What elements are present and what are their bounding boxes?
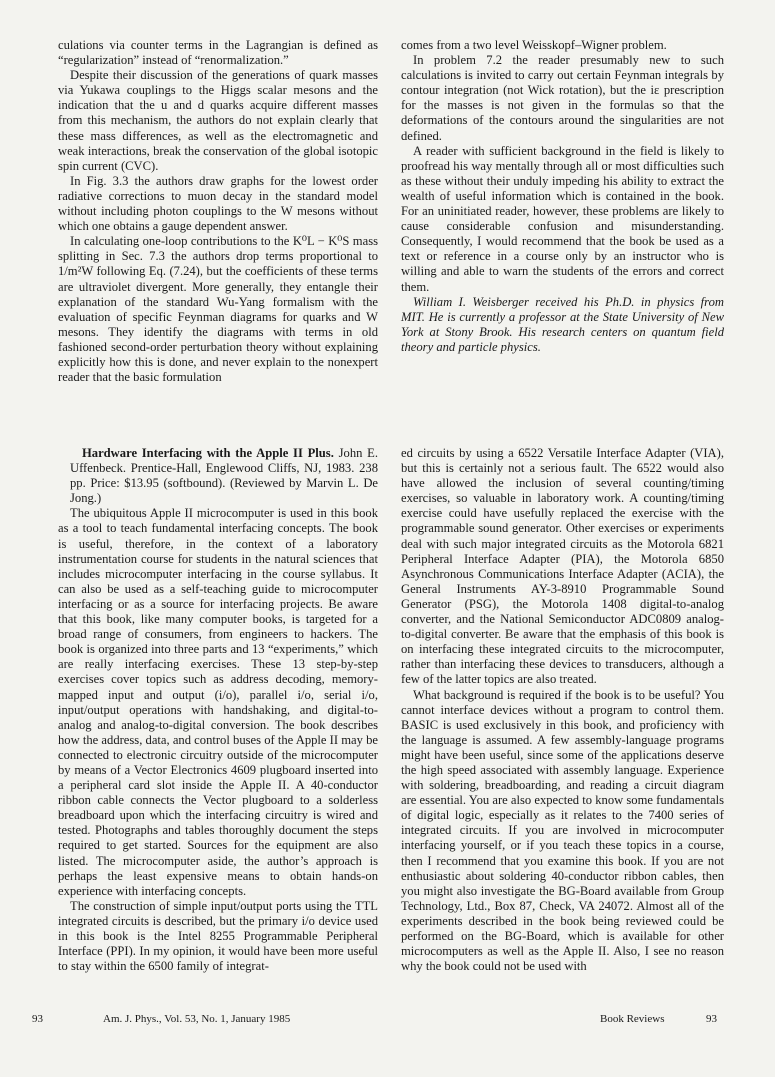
book-title: Hardware Interfacing with the Apple II Plus. — [82, 446, 334, 460]
review2-right-column — [401, 446, 724, 974]
paragraph: culations via counter terms in the Lagrangian is defined as “regularization” instead of “renormalization.” — [58, 38, 378, 68]
page-number-left: 93 — [32, 1013, 43, 1025]
journal-citation: Am. J. Phys., Vol. 53, No. 1, January 1985 — [103, 1013, 291, 1025]
paragraph: A reader with sufficient background in the field is likely to proofread his way mentally through all or most difficulties such as these without their unduly impeding his ability to extract the wealth of useful information which is contained in the book. For an uninitiated reader, however, these problems are likely to cause considerable confusion and misunderstanding. Consequently, I would recommend that the book be used as a text or reference in a course only by an instructor who is willing and able to warn the students of the errors and correct them. — [401, 143, 724, 294]
paragraph: The ubiquitous Apple II microcomputer is used in this book as a tool to teach fundamental interfacing concepts. The book is useful, therefore, in the context of a laboratory instrumentation course for students in the natural sciences that includes microcomputer interfacing in the course syllabus. It can also be used as a self-teaching guide to microcomputer interfacing or as a source for interfacing projects. Be aware that this book, like many computer books, is targeted for a broad range of consumers, from engineers to hackers. The book is organized into three parts and 13 “experiments,” which are really interfacing exercises. These 13 step-by-step exercises cover topics such as address decoding, memory-mapped input and output (i/o), parallel i/o, serial i/o, input/output operations with handshaking, and digital-to-analog and analog-to-digital conversion. The book describes how the address, data, and control buses of the Apple II may be connected to electronic circuitry outside of the microcomputer by means of a Vector Electronics 4609 plugboard inserted into a peripheral card slot inside the Apple II. A 40-conductor ribbon cable connects the Vector plugboard to a solderless breadboard upon which the interfacing circuitry is wired and tested. Photographs and tables thoroughly document the steps required to get started. Sources for the equipment are also listed. The microcomputer aside, the author’s approach is perhaps the least expensive means to obtain hands-on experience with interfacing concepts. — [58, 506, 378, 898]
paragraph: Despite their discussion of the generations of quark masses via Yukawa couplings to the Higgs scalar mesons and the indication that the u and d quarks acquire different masses from this mechanism, the authors do not explain clearly that these mass differences, as well as the electromagnetic and weak interactions, break the conservation of the global isotopic spin current (CVC). — [58, 68, 378, 173]
paragraph: In Fig. 3.3 the authors draw graphs for the lowest order radiative corrections to muon decay in the standard model without including photon couplings to the W mesons without which one obtains a gauge dependent answer. — [58, 173, 378, 234]
paragraph: comes from a two level Weisskopf–Wigner problem. — [401, 38, 667, 52]
paragraph: In problem 7.2 the reader presumably new to such calculations is invited to carry out certain Feynman integrals by contour integration (not Wick rotation), but the iε prescription for the masses is not given in the formulas so that the deformations of the contours around the singularities are not defined. — [401, 53, 724, 143]
page-number-right: 93 — [706, 1013, 717, 1025]
section-title: Book Reviews — [600, 1013, 665, 1025]
reviewer-bio: William I. Weisberger received his Ph.D. in physics from MIT. He is currently a professor at the State University of New York at Stony Brook. His research centers on quantum field theory and particle physics. — [401, 294, 724, 354]
paragraph: The construction of simple input/output ports using the TTL integrated circuits is described, but the primary i/o device used in this book is the Intel 8255 Programmable Peripheral Interface (PPI). In my opinion, it would have been more useful to stay within the 6500 family of integrat- — [58, 898, 378, 974]
paragraph: What background is required if the book is to be useful? You cannot interface devices without a program to control them. BASIC is used exclusively in this book, and proficiency with the language is assumed. A few assembly-language programs might have been useful, since some of the applications deserve the high speed associated with assembly language. Experience with soldering, breadboarding, and reading a circuit diagram are essential. You are also expected to know some fundamentals of digital logic, especially as it relates to the 7400 series of integrated circuits. If you are involved in microcomputer interfacing yourself, or if you teach these topics in a course, then I recommend that you examine this book. If you are not enthusiastic about soldering 40-conductor ribbon cables, then you might also investigate the BG-Board available from Group Technology, Ltd., Box 87, Check, VA 24072. Almost all of the experiments described in the book being reviewed could be performed on the BG-Board, which is available for other microcomputers as well as the Apple II. Also, I see no reason why the book could not be used with — [401, 687, 724, 974]
book-details: John E. Uffenbeck. Prentice-Hall, Englewood Cliffs, NJ, 1983. 238 pp. Price: $13.95 (softbound). (Reviewed by Marvin L. De Jong.) — [70, 446, 379, 506]
review1-left-column — [58, 38, 378, 385]
book-header — [58, 446, 378, 506]
review1-right-column — [401, 38, 724, 355]
paragraph: In calculating one-loop contributions to the K⁰L − K⁰S mass splitting in Sec. 7.3 the authors drop terms proportional to 1/m²W following Eq. (7.24), but the coefficients of these terms are ultraviolet divergent. More generally, they entangle their explanation of the standard Wu-Yang formalism with the evaluation of specific Feynman diagrams for quarks and W mesons. They identify the diagrams with terms in old fashioned second-order perturbation theory without explaining explicitly how this is done, and never explain to the nonexpert reader that the basic formulation — [58, 234, 378, 385]
paragraph: ed circuits by using a 6522 Versatile Interface Adapter (VIA), but this is certainly not a serious fault. The 6522 would also have allowed the inclusion of several counting/timing exercises, so valuable in laboratory work. A counting/timing exercise could have usefully replaced the exercise with the programmable sound generator. Other exercises or experiments deal with such major integrated circuits as the Motorola 6821 Peripheral Interface Adapter (PIA), the Motorola 6850 Asynchronous Communications Interface Adapter (ACIA), the General Instruments AY-3-8910 Programmable Sound Generator (PSG), the Motorola 1408 digital-to-analog converter, and the National Semiconductor ADC0809 analog-to-digital converter. Be aware that the emphasis of this book is on interfacing these integrated circuits to the microcomputer, rather than interfacing these devices to transducers, although a few of the latter topics are also treated. — [401, 446, 724, 687]
review2-left-column — [58, 446, 378, 974]
